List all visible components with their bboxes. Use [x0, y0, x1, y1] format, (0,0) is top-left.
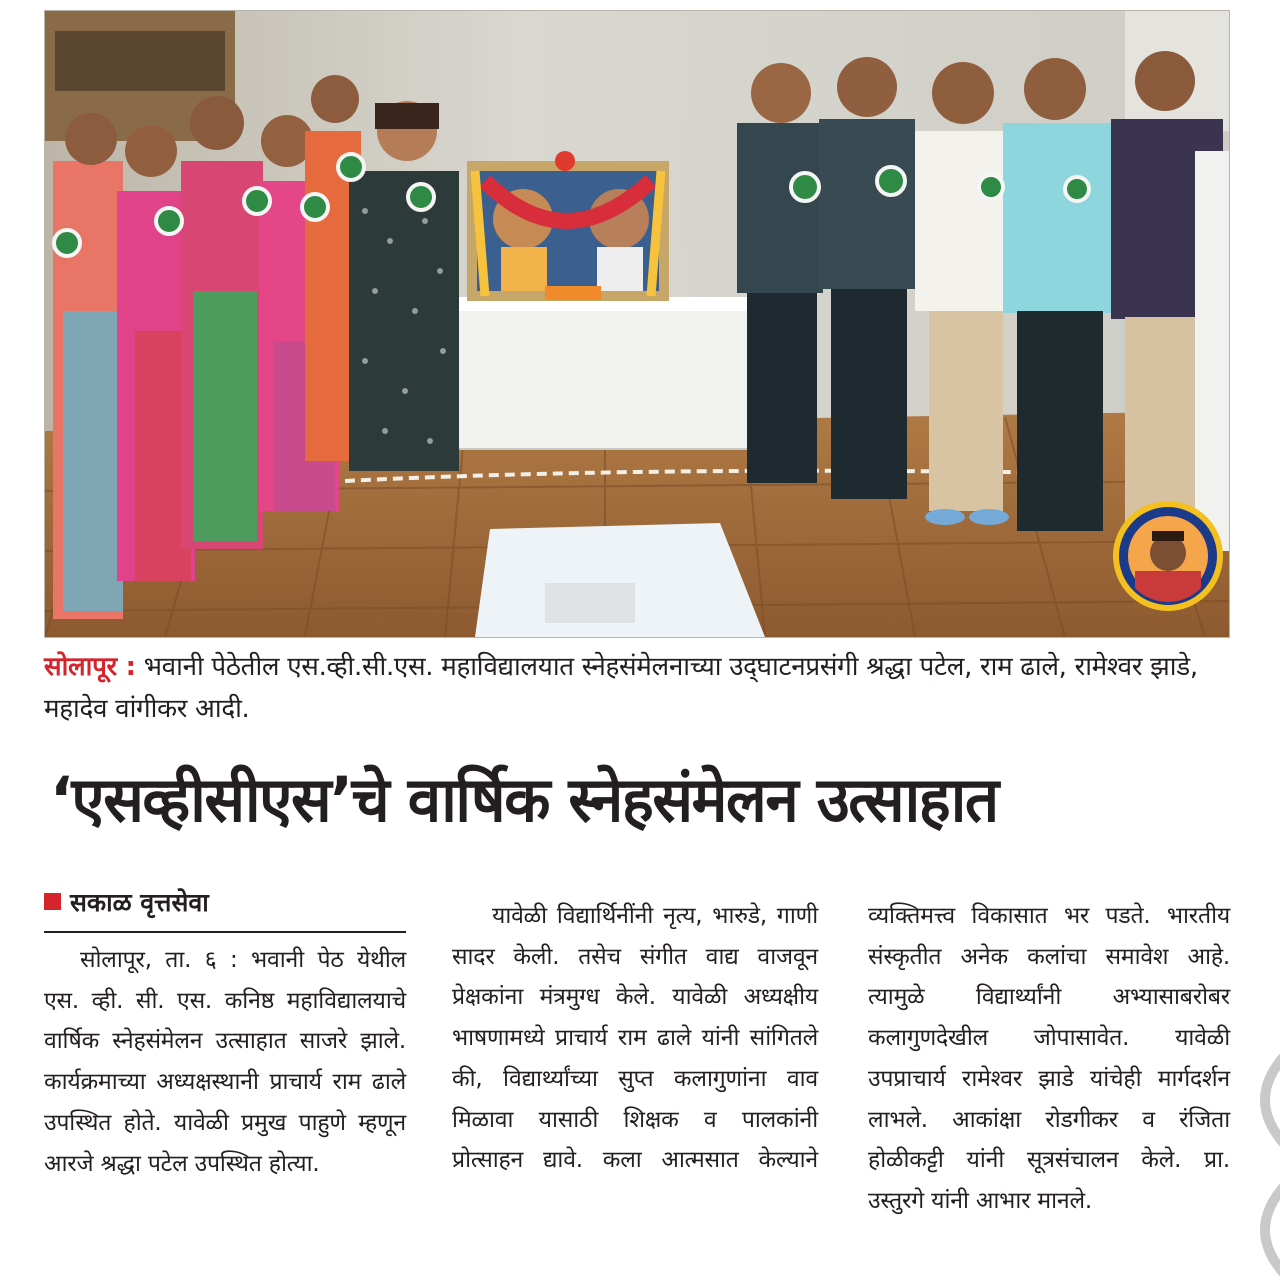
headline: ‘एसव्हीसीएस’चे वार्षिक स्नेहसंमेलन उत्साहात — [50, 763, 998, 836]
article-paragraph-2: यावेळी विद्यार्थिनींनी नृत्य, भारुडे, गाणी सादर केली. तसेच संगीत वाद्य वाजवून प्रेक्षकांना मंत्रमुग्ध केले. यावेळी अध्यक्षीय भाषणामध्ये प्राचार्य राम ढाले यांनी सांगितले की, विद्यार्थ्यांच्या सुप्त कलागुणांना वाव मिळावा यासाठी शिक्षक व पालकांनी प्रोत्साहन द्यावे. कला आत्मसात केल्याने — [452, 903, 818, 1174]
caption-place: सोलापूर : — [44, 652, 136, 682]
byline — [44, 885, 406, 933]
article-column-2 — [452, 896, 818, 1181]
article-paragraph-1: सोलापूर, ता. ६ : भवानी पेठ येथील एस. व्ही. सी. एस. कनिष्ठ महाविद्यालयाचे वार्षिक स्नेहसंमेलन उत्साहात साजरे झाले. कार्यक्रमाच्या अध्यक्षस्थानी प्राचार्य राम ढाले उपस्थित होते. यावेळी प्रमुख पाहुणे म्हणून आरजे श्रद्धा पटेल उपस्थित होत्या. — [44, 947, 406, 1177]
article-paragraph-3: व्यक्तिमत्त्व विकासात भर पडते. भारतीय संस्कृतीत अनेक कलांचा समावेश आहे. त्यामुळे विद्यार्थ्यांनी अभ्यासाबरोबर कलागुणदेखील जोपासावेत. यावेळी उपप्राचार्य रामेश्वर झाडे यांचेही मार्गदर्शन लाभले. आकांक्षा रोडगीकर व रंजिता होळीकट्टी यांनी सूत्रसंचालन केले. प्रा. उस्तुरगे यांनी आभार मानले. — [868, 903, 1230, 1214]
byline-text: सकाळ वृत्तसेवा — [70, 888, 209, 917]
caption-text: भवानी पेठेतील एस.व्ही.सी.एस. महाविद्यालयात स्नेहसंमेलनाच्या उद्‌घाटनप्रसंगी श्रद्धा पटेल, राम ढाले, रामेश्वर झाडे, महादेव वांगीकर आदी. — [44, 652, 1198, 724]
watermark-badge — [1116, 504, 1220, 611]
page-curl-decoration — [1250, 1040, 1280, 1280]
photo-caption — [44, 646, 1234, 730]
article-column-1 — [44, 940, 406, 1184]
bullet-square-icon — [44, 893, 61, 910]
article-column-3 — [868, 896, 1230, 1222]
news-photo — [44, 10, 1230, 638]
